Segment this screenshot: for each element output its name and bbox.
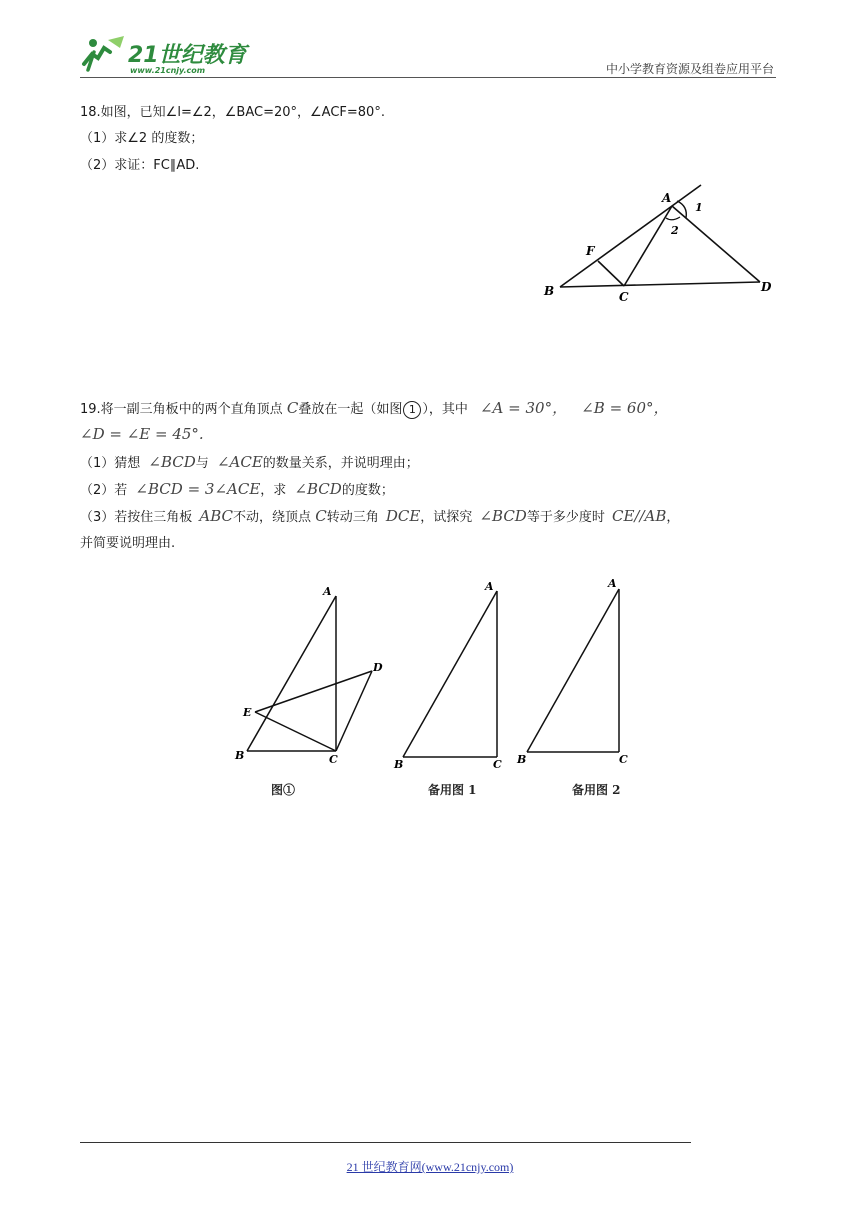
q18-label-D: D [761, 280, 772, 294]
footer-site-link[interactable]: 21 世纪教育网(www.21cnjy.com) [346, 1160, 514, 1174]
q18-part1: （1）求∠2 的度数； [80, 131, 204, 146]
footer-divider [80, 1142, 691, 1143]
figure-1-diagram [234, 585, 383, 766]
caption-spare-figure-1: 备用图 1 [428, 783, 477, 797]
q19-stem-text-c: ），其中 [422, 402, 468, 417]
q19-angle-DE: ∠D = ∠E = 45°. [80, 425, 204, 443]
q19-p2-text-b: ，求 [260, 483, 287, 498]
fig1-label-A: A [323, 585, 332, 598]
q19-p3-text-e: 等于多少度时 [526, 510, 605, 525]
q18-stem: 18.如图，已知∠l=∠2，∠BAC=20°，∠ACF=80°. [80, 105, 385, 120]
fig1-label-C: C [329, 753, 338, 766]
q18-label-A: A [662, 191, 672, 205]
site-logo [80, 34, 250, 76]
caption-spare-figure-2: 备用图 2 [572, 783, 621, 797]
q19-part3-line1 [80, 507, 679, 527]
q19-p1-text-b: 与 [195, 456, 209, 471]
spare2-label-C: C [619, 753, 628, 766]
q19-p3-text-a: （3）若按住三角板 [80, 510, 193, 525]
q18-label-F: F [586, 244, 595, 258]
q19-p1-text-a: （1）猜想 [80, 456, 141, 471]
spare2-label-A: A [608, 577, 617, 590]
fig1-label-B: B [235, 749, 245, 762]
q19-angle-B: ∠B = 60°， [581, 399, 669, 417]
q19-p2-text-a: （2）若 [80, 483, 128, 498]
fig1-label-D: D [373, 661, 383, 674]
q19-p2-equation: ∠BCD = 3∠ACE [135, 480, 261, 498]
q19-part1 [80, 453, 419, 473]
q18-label-C: C [619, 290, 629, 304]
logo-url: www.21cnjy.com [130, 66, 206, 75]
q19-p2-text-c: 的度数； [341, 483, 394, 498]
q19-stem-text-b: 叠放在一起（如图 [298, 402, 403, 417]
q18-figure [538, 180, 783, 305]
q19-p3-text-c: 转动三角 [326, 510, 379, 525]
q18-label-angle1: 1 [695, 201, 703, 214]
platform-title: 中小学教育资源及组卷应用平台 [605, 62, 774, 76]
q19-figures [225, 577, 637, 782]
runner-icon [84, 36, 124, 70]
spare1-label-B: B [394, 758, 404, 771]
q19-p3-text-b: 不动，绕顶点 [233, 510, 312, 525]
q19-p3-triangle-DCE: DCE [385, 507, 421, 525]
spare1-label-C: C [493, 758, 502, 771]
q19-p3-triangle-ABC: ABC [199, 507, 234, 525]
spare2-label-B: B [517, 753, 527, 766]
q19-p3-text-f: ， [666, 510, 680, 525]
q18-part2: （2）求证：FC∥AD. [80, 158, 200, 173]
q19-p3-text-d: ，试探究 [420, 510, 473, 525]
q19-stem-line2 [80, 425, 204, 445]
q19-p1-angle-BCD: ∠BCD [148, 453, 196, 471]
q19-p2-angle-BCD: ∠BCD [294, 480, 342, 498]
q19-part3-line2: 并简要说明理由. [80, 536, 176, 551]
q18-label-B: B [544, 284, 555, 298]
spare-figure-2-diagram [516, 577, 628, 766]
q19-p3-angle-BCD: ∠BCD [479, 507, 527, 525]
q19-stem-line1 [80, 399, 669, 419]
q19-p1-text-c: 的数量关系，并说明理由； [262, 456, 419, 471]
caption-figure-1: 图① [271, 783, 296, 797]
q19-angle-A: ∠A = 30°， [479, 399, 568, 417]
spare1-label-A: A [485, 580, 494, 593]
circled-number: 1 [403, 401, 421, 419]
q19-stem-text-a: 19.将一副三角板中的两个直角顶点 [80, 402, 283, 417]
header-divider [80, 77, 776, 78]
q19-stem-vertex-C: C [286, 399, 299, 417]
q19-p3-parallel: CE//AB [611, 507, 667, 525]
spare-figure-1-diagram [393, 580, 502, 771]
q19-p3-vertex-C: C [315, 507, 327, 525]
q19-part2 [80, 480, 394, 500]
logo-title: 21世纪教育 [128, 43, 247, 68]
q18-label-angle2: 2 [671, 224, 679, 237]
q19-p1-angle-ACE: ∠ACE [216, 453, 263, 471]
fig1-label-E: E [243, 706, 252, 719]
